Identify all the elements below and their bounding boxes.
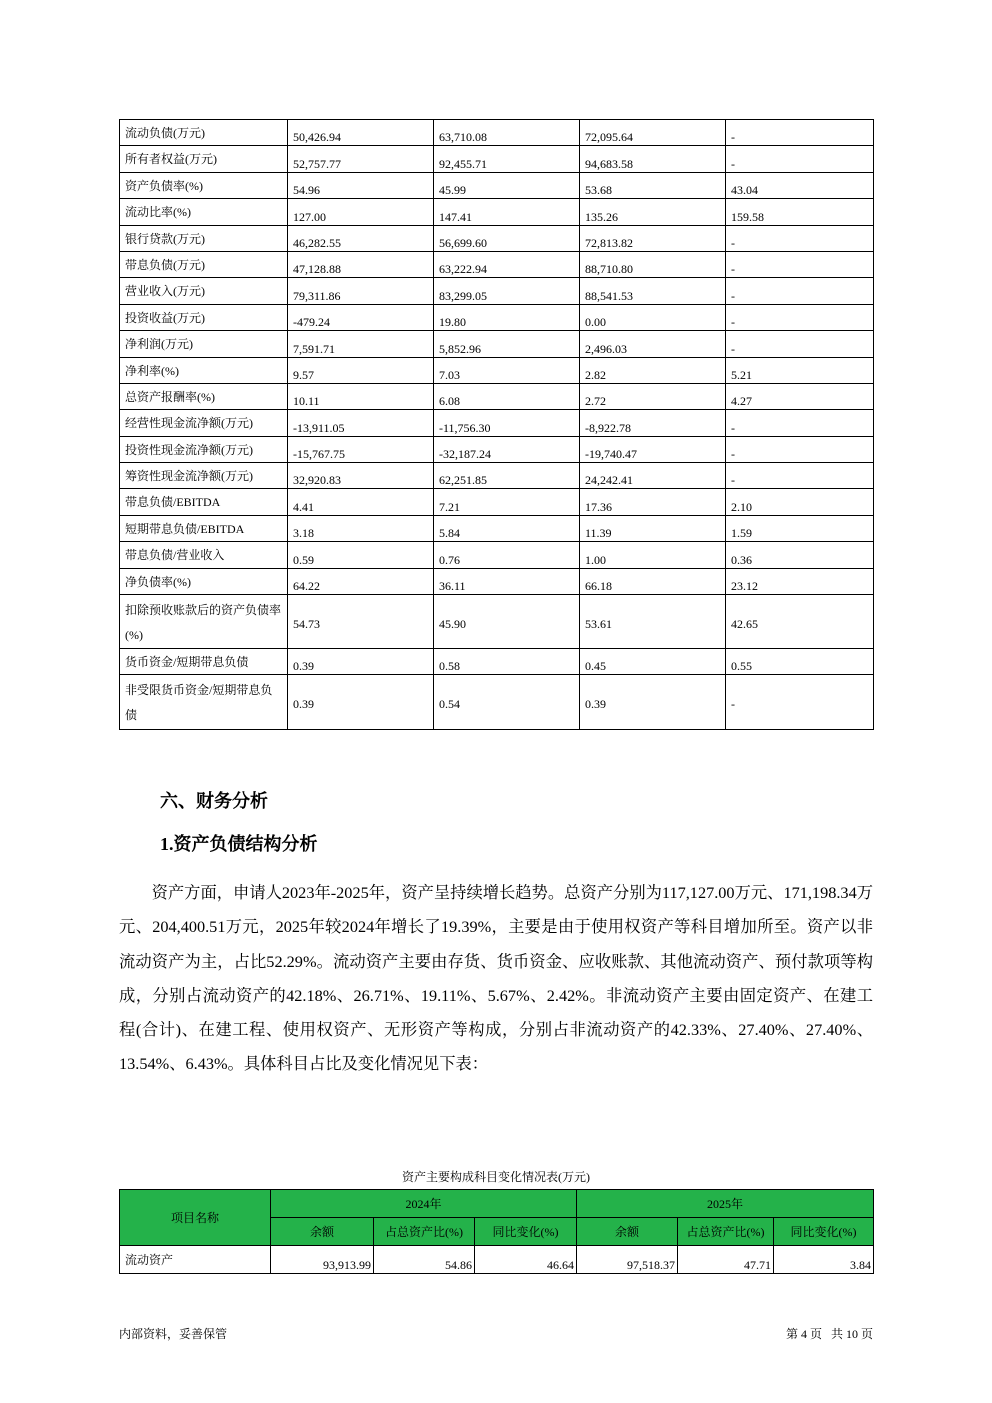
metric-value-col3: 66.18	[580, 568, 726, 594]
metric-value-col2: 63,710.08	[434, 120, 580, 146]
table-row	[120, 595, 874, 649]
table-row	[120, 383, 874, 409]
table-row	[120, 410, 874, 436]
metric-value-col3: 94,683.58	[580, 146, 726, 172]
metric-value-col4: -	[726, 225, 874, 251]
metric-label: 净负债率(%)	[120, 568, 288, 594]
metric-value-col3: 88,541.53	[580, 278, 726, 304]
metric-label: 非受限货币资金/短期带息负债	[120, 675, 288, 730]
asset-amount-a: 93,913.99	[271, 1246, 374, 1274]
metric-value-col1: -479.24	[288, 304, 434, 330]
metric-label: 投资收益(万元)	[120, 304, 288, 330]
metric-value-col1: -15,767.75	[288, 436, 434, 462]
metric-value-col4: 43.04	[726, 172, 874, 198]
metric-value-col2: 45.90	[434, 595, 580, 649]
metric-value-col3: 0.39	[580, 675, 726, 730]
metric-value-col2: 0.58	[434, 649, 580, 675]
metric-value-col1: 7,591.71	[288, 331, 434, 357]
asset-table-header-row	[120, 1190, 874, 1218]
table-row	[120, 357, 874, 383]
asset-share-b: 47.71	[678, 1246, 774, 1274]
section-title: 六、财务分析	[160, 791, 268, 811]
metric-label: 投资性现金流净额(万元)	[120, 436, 288, 462]
metric-value-col2: 0.76	[434, 542, 580, 568]
metric-value-col4: 1.59	[726, 515, 874, 541]
metric-value-col3: 2.72	[580, 383, 726, 409]
metric-value-col3: 72,813.82	[580, 225, 726, 251]
metric-value-col2: 83,299.05	[434, 278, 580, 304]
asset-table-body	[120, 1246, 874, 1274]
asset-item-name: 流动资产	[120, 1246, 271, 1274]
header-amount: 余额	[271, 1218, 374, 1246]
footer-page-unit: 页	[809, 1327, 822, 1341]
metric-label: 流动负债(万元)	[120, 120, 288, 146]
metric-value-col1: 79,311.86	[288, 278, 434, 304]
metric-value-col3: 88,710.80	[580, 251, 726, 277]
metric-value-col1: 46,282.55	[288, 225, 434, 251]
asset-amount-b: 97,518.37	[577, 1246, 678, 1274]
metric-label: 净利率(%)	[120, 357, 288, 383]
metric-value-col2: 5,852.96	[434, 331, 580, 357]
metric-value-col1: -13,911.05	[288, 410, 434, 436]
metric-value-col4: 0.55	[726, 649, 874, 675]
metric-value-col3: 0.00	[580, 304, 726, 330]
metric-value-col3: 72,095.64	[580, 120, 726, 146]
metric-value-col4: 4.27	[726, 383, 874, 409]
metric-value-col4: 23.12	[726, 568, 874, 594]
footer-page-number: 4	[800, 1327, 807, 1341]
header-yoy: 同比变化(%)	[774, 1218, 874, 1246]
analysis-paragraph: 资产方面，申请人2023年-2025年，资产呈持续增长趋势。总资产分别为117,127.00万元、171,198.34万元、204,400.51万元，2025年较2024年增长了19.39%，主要是由于使用权资产等科目增加所至。资产以非流动资产为主，占比52.29%。流动资产主要由存货、货币资金、应收账款、其他流动资产、预付款项等构成，分别占流动资产的42.18%、26.71%、19.11%、5.67%、2.42%。非流动资产主要由固定资产、在建工程(合计)、在建工程、使用权资产、无形资产等构成，分别占非流动资产的42.33%、27.40%、27.40%、13.54%、6.43%。具体科目占比及变化情况见下表：	[119, 883, 873, 1074]
metric-value-col1: 9.57	[288, 357, 434, 383]
table-row	[120, 515, 874, 541]
financial-metrics-body	[120, 120, 874, 730]
metric-value-col4: 159.58	[726, 199, 874, 225]
asset-share-a: 54.86	[374, 1246, 475, 1274]
metric-value-col1: 54.96	[288, 172, 434, 198]
metric-value-col4: -	[726, 120, 874, 146]
metric-value-col3: 1.00	[580, 542, 726, 568]
table-row	[120, 172, 874, 198]
metric-value-col2: 92,455.71	[434, 146, 580, 172]
metric-label: 货币资金/短期带息负债	[120, 649, 288, 675]
table-row	[120, 304, 874, 330]
metric-value-col2: 45.99	[434, 172, 580, 198]
metric-value-col4: -	[726, 675, 874, 730]
table-row	[120, 675, 874, 730]
header-item-name: 项目名称	[120, 1190, 271, 1246]
metric-value-col1: 50,426.94	[288, 120, 434, 146]
table-row	[120, 225, 874, 251]
subsection-title: 1.资产负债结构分析	[160, 834, 318, 854]
metric-value-col2: 63,222.94	[434, 251, 580, 277]
metric-value-col4: 5.21	[726, 357, 874, 383]
metric-value-col1: 54.73	[288, 595, 434, 649]
metric-value-col3: 53.61	[580, 595, 726, 649]
metric-value-col3: 11.39	[580, 515, 726, 541]
asset-table-caption: 资产主要构成科目变化情况表(万元)	[402, 1170, 590, 1184]
metric-value-col4: 0.36	[726, 542, 874, 568]
table-row	[120, 278, 874, 304]
metric-value-col2: 7.03	[434, 357, 580, 383]
metric-value-col2: 5.84	[434, 515, 580, 541]
header-share: 占总资产比(%)	[374, 1218, 475, 1246]
metric-value-col2: 62,251.85	[434, 463, 580, 489]
metric-value-col4: -	[726, 331, 874, 357]
metric-value-col1: 0.59	[288, 542, 434, 568]
metric-value-col4: 42.65	[726, 595, 874, 649]
metric-label: 筹资性现金流净额(万元)	[120, 463, 288, 489]
footer-page-label: 第	[785, 1327, 798, 1341]
metric-value-col4: 2.10	[726, 489, 874, 515]
asset-yoy-b: 3.84	[774, 1246, 874, 1274]
metric-value-col2: 56,699.60	[434, 225, 580, 251]
metric-value-col3: 2,496.03	[580, 331, 726, 357]
table-row	[120, 463, 874, 489]
metric-value-col3: 135.26	[580, 199, 726, 225]
table-row	[120, 331, 874, 357]
metric-value-col1: 4.41	[288, 489, 434, 515]
metric-value-col4: -	[726, 251, 874, 277]
metric-value-col3: 24,242.41	[580, 463, 726, 489]
asset-composition-table	[119, 1189, 874, 1274]
table-row	[120, 649, 874, 675]
header-share: 占总资产比(%)	[678, 1218, 774, 1246]
table-row	[120, 542, 874, 568]
table-row	[120, 251, 874, 277]
metric-value-col4: -	[726, 436, 874, 462]
header-amount: 余额	[577, 1218, 678, 1246]
table-row	[120, 1246, 874, 1274]
table-row	[120, 146, 874, 172]
metric-value-col4: -	[726, 278, 874, 304]
metric-value-col2: 19.80	[434, 304, 580, 330]
metric-value-col1: 127.00	[288, 199, 434, 225]
metric-value-col2: -11,756.30	[434, 410, 580, 436]
table-row	[120, 436, 874, 462]
metric-label: 短期带息负债/EBITDA	[120, 515, 288, 541]
table-row	[120, 199, 874, 225]
footer-total-label: 共	[830, 1327, 843, 1341]
metric-label: 带息负债/EBITDA	[120, 489, 288, 515]
table-row	[120, 120, 874, 146]
metric-label: 带息负债/营业收入	[120, 542, 288, 568]
table-row	[120, 489, 874, 515]
metric-value-col1: 10.11	[288, 383, 434, 409]
metric-label: 净利润(万元)	[120, 331, 288, 357]
metric-value-col4: -	[726, 410, 874, 436]
metric-label: 银行贷款(万元)	[120, 225, 288, 251]
metric-value-col2: 7.21	[434, 489, 580, 515]
header-year-b: 2025年	[577, 1190, 874, 1218]
metric-value-col3: 2.82	[580, 357, 726, 383]
metric-value-col1: 52,757.77	[288, 146, 434, 172]
metric-value-col2: -32,187.24	[434, 436, 580, 462]
metric-value-col3: -19,740.47	[580, 436, 726, 462]
asset-yoy-a: 46.64	[475, 1246, 577, 1274]
metric-value-col1: 64.22	[288, 568, 434, 594]
header-year-a: 2024年	[271, 1190, 577, 1218]
metric-value-col3: 17.36	[580, 489, 726, 515]
metric-value-col1: 3.18	[288, 515, 434, 541]
metric-value-col3: 0.45	[580, 649, 726, 675]
metric-label: 资产负债率(%)	[120, 172, 288, 198]
metric-value-col2: 6.08	[434, 383, 580, 409]
metric-label: 扣除预收账款后的资产负债率(%)	[120, 595, 288, 649]
footer-confidential-note: 内部资料，妥善保管	[119, 1327, 228, 1341]
footer-total-pages: 10	[845, 1327, 858, 1341]
metric-value-col3: 53.68	[580, 172, 726, 198]
metric-value-col1: 0.39	[288, 649, 434, 675]
footer-total-unit: 页	[860, 1327, 873, 1341]
metric-value-col2: 36.11	[434, 568, 580, 594]
metric-value-col2: 0.54	[434, 675, 580, 730]
header-yoy: 同比变化(%)	[475, 1218, 577, 1246]
metric-value-col4: -	[726, 146, 874, 172]
metric-label: 营业收入(万元)	[120, 278, 288, 304]
metric-value-col1: 32,920.83	[288, 463, 434, 489]
metric-value-col1: 0.39	[288, 675, 434, 730]
table-row	[120, 568, 874, 594]
metric-value-col4: -	[726, 463, 874, 489]
metric-value-col3: -8,922.78	[580, 410, 726, 436]
financial-metrics-table	[119, 119, 874, 730]
metric-value-col2: 147.41	[434, 199, 580, 225]
metric-label: 流动比率(%)	[120, 199, 288, 225]
metric-value-col1: 47,128.88	[288, 251, 434, 277]
footer-page-info	[786, 1325, 873, 1342]
metric-label: 总资产报酬率(%)	[120, 383, 288, 409]
metric-label: 经营性现金流净额(万元)	[120, 410, 288, 436]
metric-label: 所有者权益(万元)	[120, 146, 288, 172]
metric-label: 带息负债(万元)	[120, 251, 288, 277]
metric-value-col4: -	[726, 304, 874, 330]
